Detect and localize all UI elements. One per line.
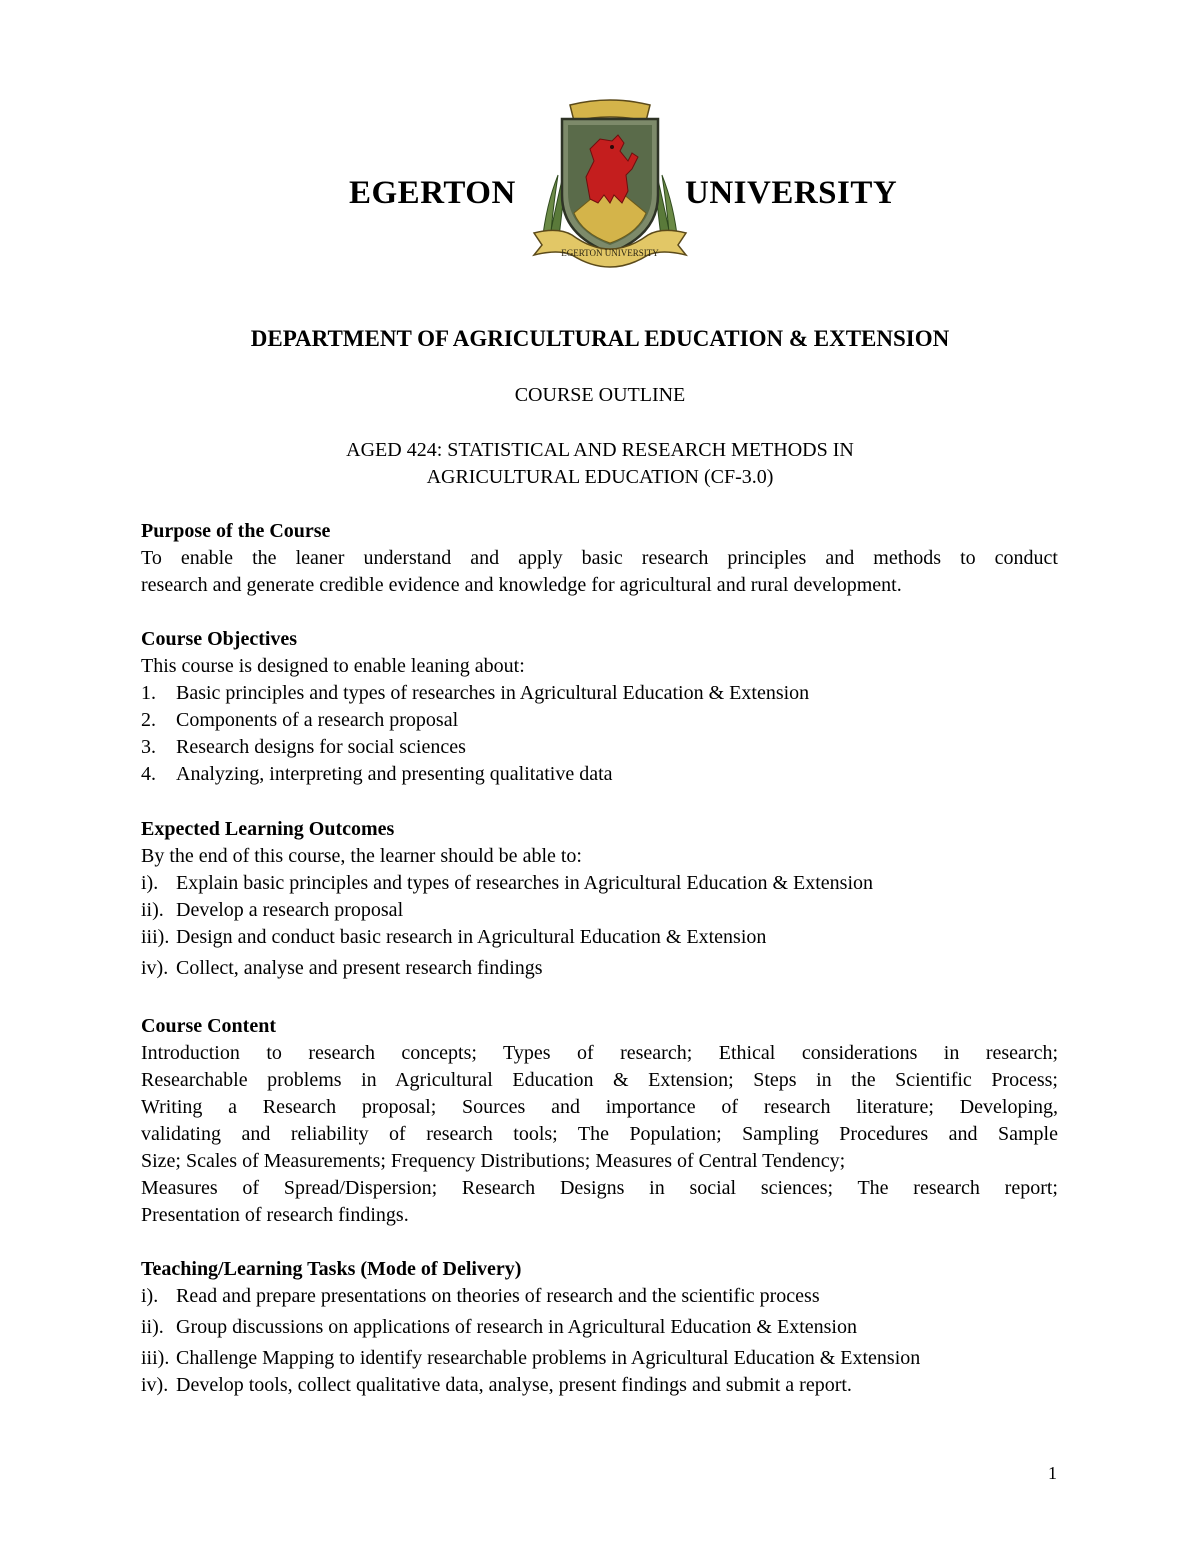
list-text: Design and conduct basic research in Agricultural Education & Extension	[176, 926, 767, 948]
tasks-section	[141, 1256, 1058, 1399]
list-number: ii).	[141, 899, 164, 921]
purpose-section	[141, 518, 1058, 599]
list-number: 1.	[141, 682, 156, 704]
list-item	[141, 1283, 1058, 1310]
list-item	[141, 734, 1058, 761]
list-number: 3.	[141, 736, 156, 758]
course-title-line-2: AGRICULTURAL EDUCATION (CF-3.0)	[426, 466, 774, 488]
list-item	[141, 1372, 1058, 1399]
university-name-right: UNIVERSITY	[685, 175, 898, 211]
list-text: Group discussions on applications of research in Agricultural Education & Extension	[176, 1316, 857, 1338]
department-title: DEPARTMENT OF AGRICULTURAL EDUCATION & EXTENSION	[250, 326, 950, 351]
list-text: Challenge Mapping to identify researchable problems in Agricultural Education & Extension	[176, 1347, 921, 1369]
list-text: Develop a research proposal	[176, 899, 404, 921]
content-line: Size; Scales of Measurements; Frequency Distributions; Measures of Central Tendency;	[141, 1150, 846, 1172]
content-line: validating and reliability of research tools; The Population; Sampling Procedures and Sample	[141, 1123, 1058, 1145]
page-number: 1	[1048, 1463, 1057, 1483]
content-line: Writing a Research proposal; Sources and importance of research literature; Developing,	[141, 1096, 1058, 1118]
list-item	[141, 1345, 1058, 1372]
course-title	[0, 437, 1200, 491]
list-item	[141, 870, 1058, 897]
list-text: Components of a research proposal	[176, 709, 459, 731]
content-line: Presentation of research findings.	[141, 1204, 409, 1226]
content-heading: Course Content	[141, 1015, 276, 1037]
list-text: Collect, analyse and present research findings	[176, 957, 543, 979]
crest-ribbon-text: EGERTON UNIVERSITY	[561, 248, 659, 258]
list-text: Basic principles and types of researches in Agricultural Education & Extension	[176, 682, 810, 704]
list-item	[141, 680, 1058, 707]
objectives-heading: Course Objectives	[141, 628, 298, 650]
list-item	[141, 897, 1058, 924]
course-outline-label: COURSE OUTLINE	[514, 384, 686, 406]
list-item	[141, 955, 1058, 982]
outcomes-heading: Expected Learning Outcomes	[141, 818, 395, 840]
university-header	[0, 95, 1200, 275]
list-item	[141, 761, 1058, 788]
outcomes-intro: By the end of this course, the learner should be able to:	[141, 845, 582, 867]
list-number: iv).	[141, 1374, 169, 1396]
list-item	[141, 1314, 1058, 1341]
content-line: Researchable problems in Agricultural Education & Extension; Steps in the Scientific Process;	[141, 1069, 1058, 1091]
course-title-line-1: AGED 424: STATISTICAL AND RESEARCH METHODS IN	[346, 439, 854, 461]
list-text: Read and prepare presentations on theories of research and the scientific process	[176, 1285, 820, 1307]
content-line: Measures of Spread/Dispersion; Research Designs in social sciences; The research report;	[141, 1177, 1058, 1199]
list-text: Research designs for social sciences	[176, 736, 466, 758]
list-text: Analyzing, interpreting and presenting qualitative data	[176, 763, 613, 785]
list-item	[141, 924, 1058, 951]
list-number: 2.	[141, 709, 156, 731]
tasks-heading: Teaching/Learning Tasks (Mode of Delivery)	[141, 1258, 522, 1280]
purpose-line-1: To enable the leaner understand and apply basic research principles and methods to conduct	[141, 547, 1058, 569]
list-text: Explain basic principles and types of researches in Agricultural Education & Extension	[176, 872, 874, 894]
list-item	[141, 707, 1058, 734]
list-number: 4.	[141, 763, 156, 785]
list-number: i).	[141, 1285, 159, 1307]
list-number: ii).	[141, 1316, 164, 1338]
list-number: iv).	[141, 957, 169, 979]
list-number: iii).	[141, 926, 170, 948]
objectives-section	[141, 626, 1058, 788]
list-text: Develop tools, collect qualitative data, analyse, present findings and submit a report.	[176, 1374, 852, 1396]
objectives-intro: This course is designed to enable leaning about:	[141, 655, 525, 677]
purpose-heading: Purpose of the Course	[141, 520, 331, 542]
university-name-left: EGERTON	[349, 175, 516, 211]
content-section	[141, 1013, 1058, 1229]
purpose-line-2: research and generate credible evidence and knowledge for agricultural and rural development.	[141, 574, 902, 596]
list-number: iii).	[141, 1347, 170, 1369]
outcomes-section	[141, 816, 1058, 982]
content-line: Introduction to research concepts; Types of research; Ethical considerations in research;	[141, 1042, 1058, 1064]
university-crest-icon	[528, 95, 692, 271]
list-number: i).	[141, 872, 159, 894]
